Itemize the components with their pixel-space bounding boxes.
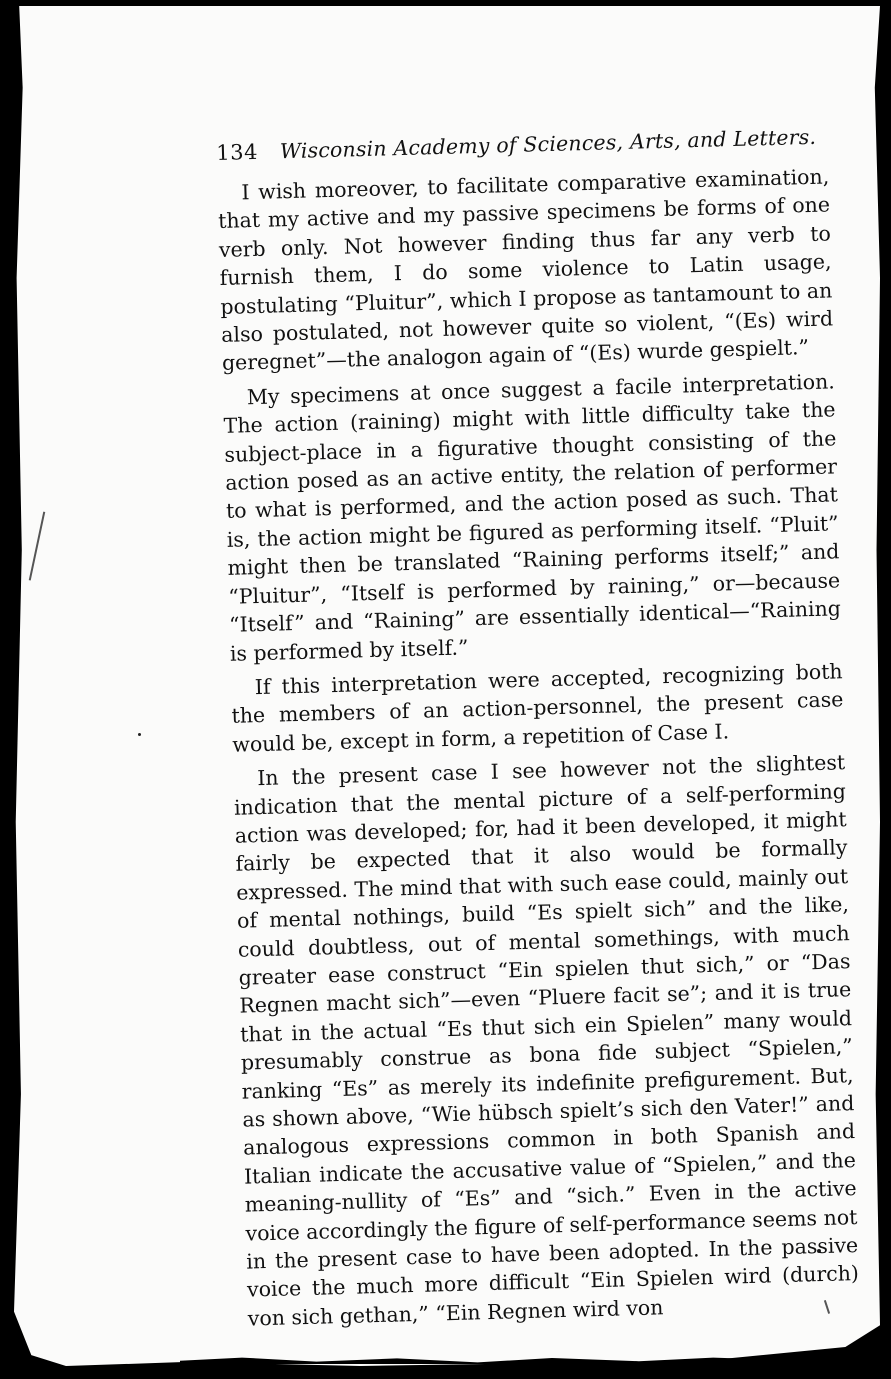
ink-speck: [138, 733, 141, 736]
margin-pencil-mark: [29, 512, 45, 581]
body-text: [217, 162, 860, 1332]
paragraph: I wish moreover, to facilitate comparative examination, that my active and my passive specimens be forms of one verb only. Not however finding thus far any verb to furnish them, I do some violence to Latin usage, postulating “Pluitur”, which I propose as tantamount to an also postulated, not however quite so violent, “(Es) wird geregnet”—the analogon again of “(Es) wurde gespielt.”: [217, 164, 834, 376]
paragraph: In the present case I see however not the slightest indication that the mental picture of a self-performing action was developed; for, had it been developed, it might fairly be expected that it also would be formally expressed. The mind that with such ease could, mainly out of mental nothings, build “Es spielt sich” and the like, could doubtless, out of mental somethings, with much greater ease construct “Ein spielen thut sich,” or “Das Regnen macht sich”—even “Pluere facit se”; and it is true that in the actual “Es thut sich ein Spielen” many would presumably construe as bona fide subject “Spielen,” ranking “Es” as merely its indefinite prefigurement. But, as shown above, “Wie hübsch spielt’s sich den Vater!” and analogous expressions common in both Spanish and Italian indicate the accusative value of “Spielen,” and the meaning-nullity of “Es” and “sich.” Even in the active voice accordingly the figure of self-performance seems not in the present case to have been adopted. In the passive voice the much more difficult “Ein Spielen wird (durch) von sich gethan,” “Ein Regnen wird von: [233, 750, 860, 1331]
page-content: [216, 124, 860, 1332]
paragraph: If this interpretation were accepted, recognizing both the members of an action-personnel, the present case would be, except in form, a repetition of Case I.: [231, 659, 844, 757]
journal-title: Wisconsin Academy of Sciences, Arts, and Letters.: [279, 124, 817, 164]
paragraph: My specimens at once suggest a facile interpretation. The action (raining) might with little difficulty take the subject-place in a figurative thought consisting of the action posed as an active entity, the relation of performer to what is performed, and the action posed as such. That is, the action might be figured as performing itself. “Pluit” might then be translated “Raining performs itself;” and “Pluitur”, “Itself is performed by raining,” or—because “Itself” and “Raining” are essentially identical—“Raining is performed by itself.”: [223, 369, 842, 666]
page-number: 134: [216, 139, 259, 165]
